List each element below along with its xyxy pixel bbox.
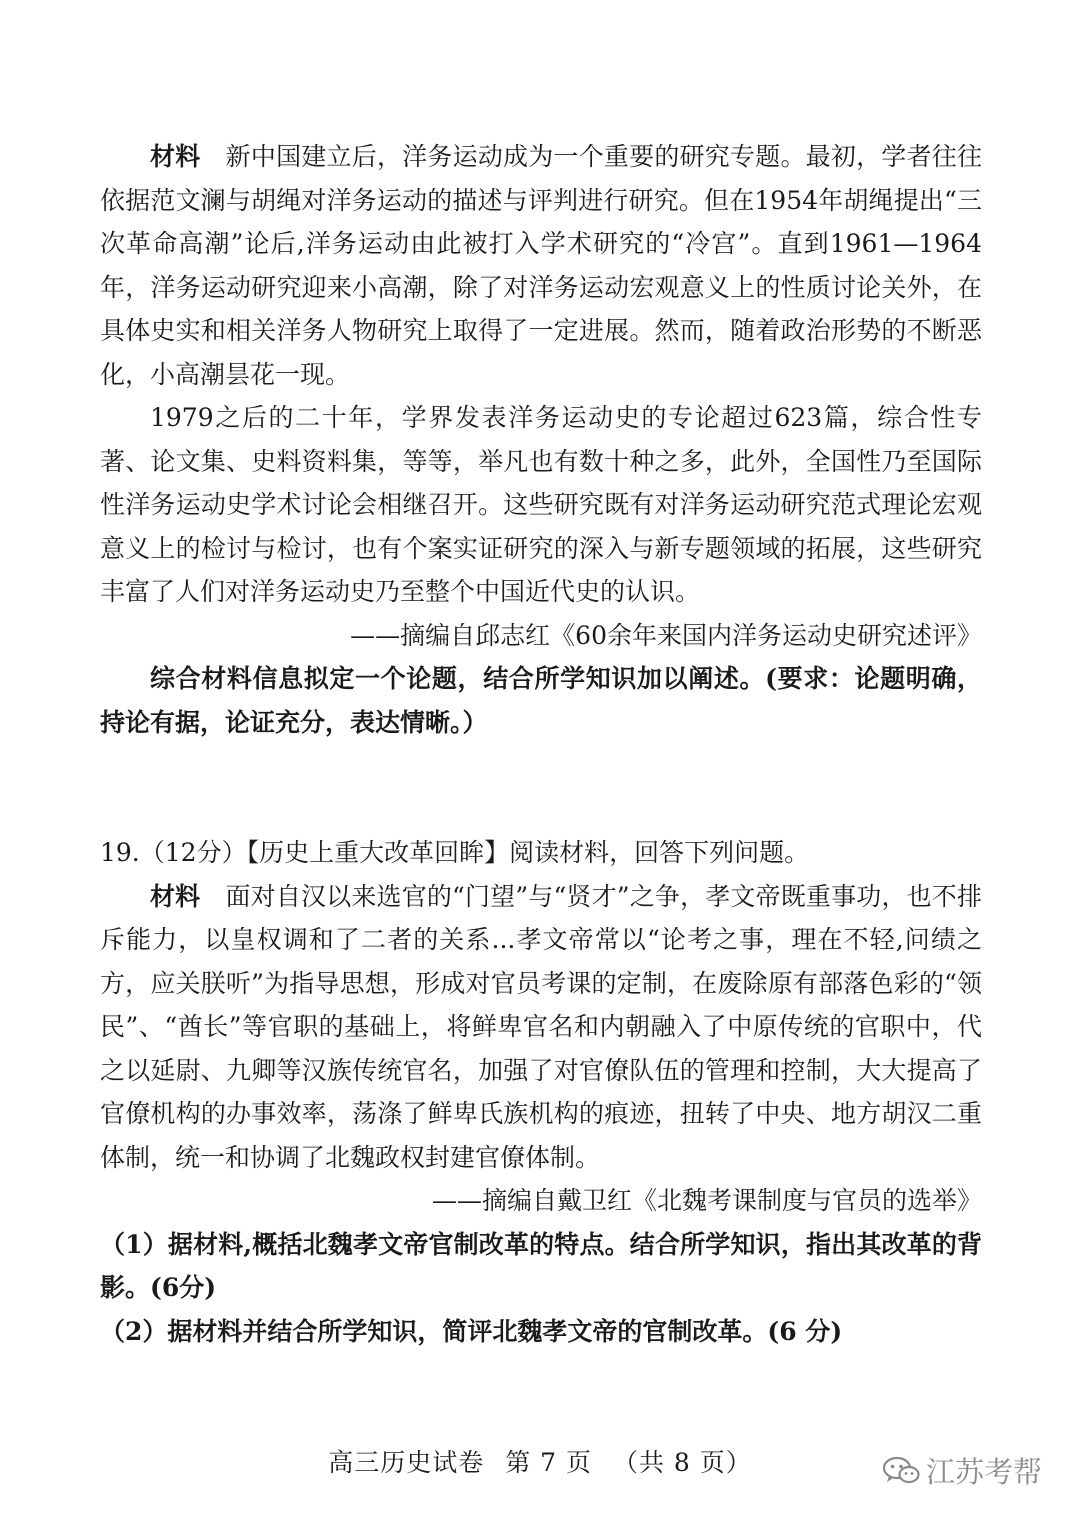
paper-title: 高三历史试卷 — [328, 1448, 485, 1477]
material-text: 面对自汉以来选官的“门望”与“贤才”之争，孝文帝既重事功，也不排斥能力，以皇权调和了二者的关系...孝文帝常以“论考之事，理在不轻,问绩之方，应关朕听”为指导思想，形成对官员考课的定制，在废除原有部落色彩的“领民”、“酋长”等官职的基础上，将鲜卑官名和内朝融入了中原传统的官职中，代之以延尉、九卿等汉族传统官名，加强了对官僚队伍的管理和控制，大大提高了官僚机构的办事效率，荡涤了鲜卑氏族机构的痕迹，扭转了中央、地方胡汉二重体制，统一和协调了北魏政权封建官僚体制。 — [100, 881, 982, 1172]
material-label: 材料 — [150, 881, 201, 911]
source-citation: ——摘编自戴卫红《北魏考课制度与官员的选举》 — [431, 1186, 982, 1215]
wechat-icon — [882, 1456, 920, 1486]
material-paragraph — [100, 875, 982, 1180]
material-text: 新中国建立后，洋务运动成为一个重要的研究专题。最初，学者往往依据范文澜与胡绳对洋务运动的描述与评判进行研究。但在1954年胡绳提出“三次革命高潮”论后,洋务运动由此被打入学术研究的“冷宫”。直到1961—1964年，洋务运动研究迎来小高潮，除了对洋务运动宏观意义上的性质讨论关外，在具体史实和相关洋务人物研究上取得了一定进展。然而，随着政治形势的不断恶化，小高潮昙花一现。 — [100, 142, 982, 389]
watermark — [882, 1450, 1042, 1491]
essay-task: 综合材料信息拟定一个论题，结合所学知识加以阐述。(要求：论题明确，持论有据，论证充分，表达情晰。） — [100, 664, 982, 737]
sub-question-1: （1）据材料,概括北魏孝文帝官制改革的特点。结合所学知识，指出其改革的背影。(6分) — [100, 1229, 982, 1302]
question-19 — [100, 831, 982, 1353]
page-total: （共 8 页） — [612, 1448, 752, 1477]
paragraph-2: 1979之后的二十年，学界发表洋务运动史的专论超过623篇，综合性专著、论文集、史料资料集，等等，举凡也有数十种之多，此外，全国性乃至国际性洋务运动史学术讨论会相继召开。这些研究既有对洋务运动研究范式理论宏观意义上的检讨与检讨，也有个案实证研究的深入与新专题领域的拓展，这些研究丰富了人们对洋务运动史乃至整个中国近代史的认识。 — [100, 403, 982, 606]
page-number: 第 7 页 — [505, 1448, 592, 1477]
sub-question-2: （2）据材料并结合所学知识，简评北魏孝文帝的官制改革。(6 分) — [100, 1316, 843, 1346]
material-label: 材料 — [150, 142, 201, 171]
source-citation: ——摘编自邱志红《60余年来国内洋务运动史研究述评》 — [350, 620, 982, 650]
question-header: 19.（12分）【历史上重大改革回眸】阅读材料，回答下列问题。 — [100, 838, 810, 867]
watermark-text: 江苏考帮 — [925, 1455, 1042, 1489]
material-paragraph — [100, 135, 982, 396]
section1 — [100, 135, 982, 744]
